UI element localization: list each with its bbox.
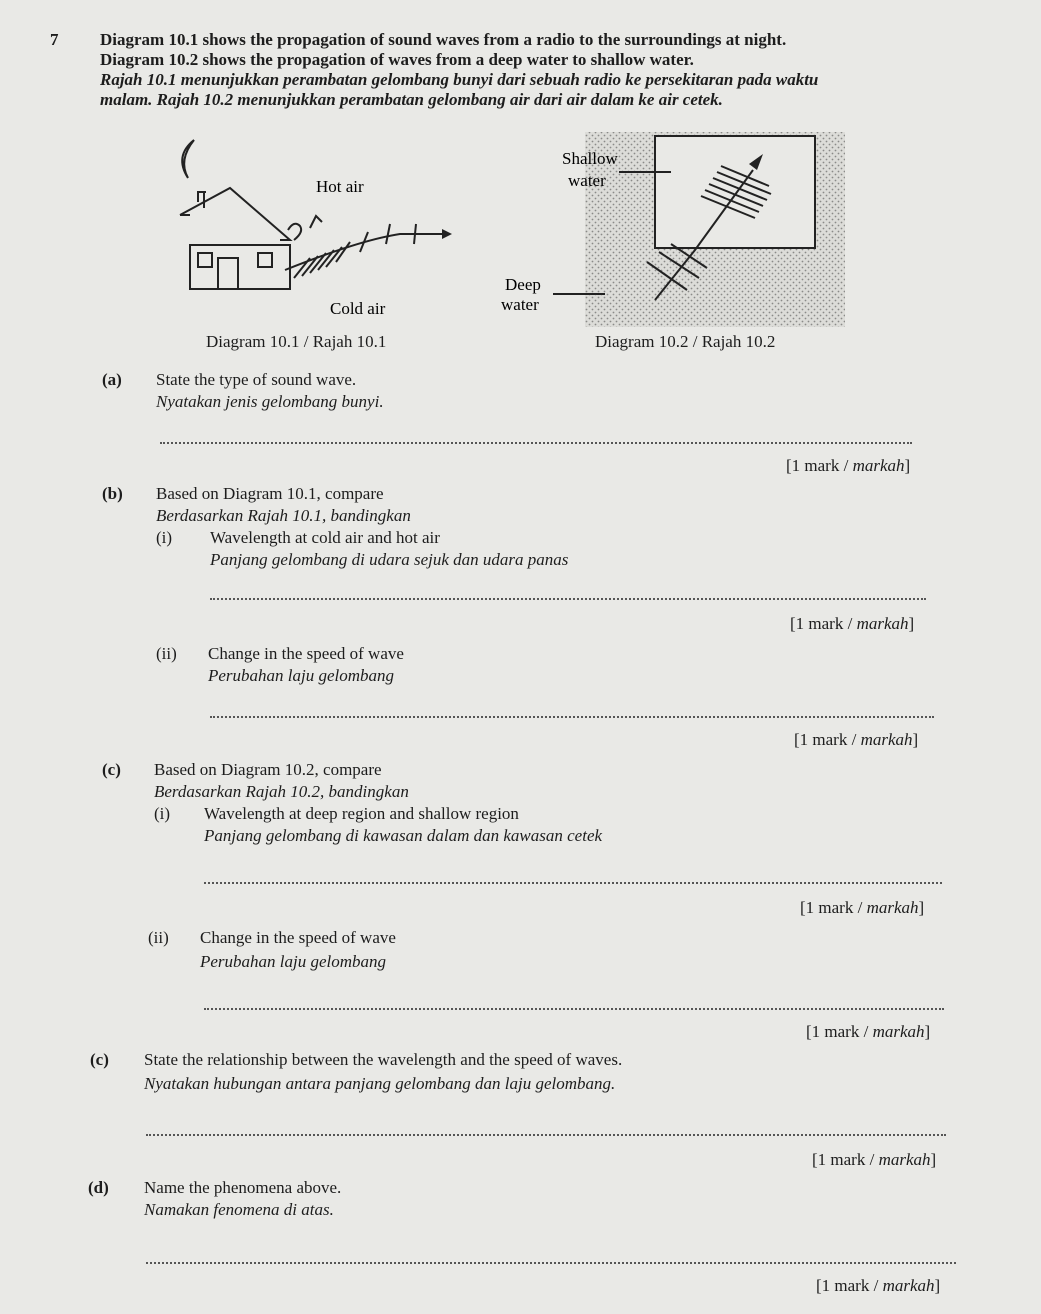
q-b-i-my: Panjang gelombang di udara sejuk dan udara panas	[210, 550, 569, 569]
house-icon	[180, 188, 290, 289]
q-c2-en: State the relationship between the wavelength and the speed of waves.	[144, 1050, 623, 1069]
q-d-my: Namakan fenomena di atas.	[144, 1200, 334, 1219]
intro-en-1: Diagram 10.1 shows the propagation of sound waves from a radio to the surroundings at night.	[100, 30, 787, 49]
q-c-en: Based on Diagram 10.2, compare	[154, 760, 382, 779]
q-c-my: Berdasarkan Rajah 10.2, bandingkan	[154, 782, 409, 801]
shallow-label-2: water	[568, 171, 606, 190]
answer-line-c-i[interactable]	[204, 882, 942, 884]
diagram-10-1	[160, 130, 480, 330]
deep-label-1: Deep	[505, 275, 541, 294]
q-a-en: State the type of sound wave.	[156, 370, 357, 389]
q-b-label: (b)	[102, 484, 123, 503]
q-c-ii-label: (ii)	[148, 928, 169, 947]
q-c-i-my: Panjang gelombang di kawasan dalam dan kawasan cetek	[204, 826, 603, 845]
arrow-head	[442, 229, 452, 239]
mark-c2: [1 mark / markah]	[812, 1150, 937, 1169]
mark-c-ii: [1 mark / markah]	[806, 1022, 931, 1041]
q-c-label: (c)	[102, 760, 121, 779]
q-b-i-label: (i)	[156, 528, 173, 547]
mark-b-ii: [1 mark / markah]	[794, 730, 919, 749]
q-a-label: (a)	[102, 370, 122, 389]
q-c2-label: (c)	[90, 1050, 109, 1069]
hot-air-label: Hot air	[316, 177, 364, 196]
q-c-ii-my: Perubahan laju gelombang	[200, 952, 387, 971]
answer-line-a[interactable]	[160, 442, 912, 444]
mark-c-i: [1 mark / markah]	[800, 898, 925, 917]
diagram-10-1-caption: Diagram 10.1 / Rajah 10.1	[206, 332, 387, 351]
q-a-my: Nyatakan jenis gelombang bunyi.	[156, 392, 384, 411]
shallow-label-1: Shallow	[562, 149, 618, 168]
moon-icon	[182, 140, 194, 178]
answer-line-c-ii[interactable]	[204, 1008, 944, 1010]
mark-b-i: [1 mark / markah]	[790, 614, 915, 633]
wavefronts	[294, 224, 416, 278]
answer-line-b-ii[interactable]	[210, 716, 934, 718]
q-b-i-en: Wavelength at cold air and hot air	[210, 528, 440, 547]
deep-label-2: water	[501, 295, 539, 314]
answer-line-c2[interactable]	[146, 1134, 946, 1136]
q-d-label: (d)	[88, 1178, 109, 1197]
music-note-icon	[288, 216, 322, 240]
sound-wave-path	[285, 234, 450, 270]
cold-air-label: Cold air	[330, 299, 386, 318]
q-c2-my: Nyatakan hubungan antara panjang gelombang dan laju gelombang.	[144, 1074, 616, 1093]
intro-my-1: Rajah 10.1 menunjukkan perambatan gelombang bunyi dari sebuah radio ke persekitaran pada waktu	[100, 70, 819, 89]
q-c-ii-en: Change in the speed of wave	[200, 928, 396, 947]
q-b-ii-en: Change in the speed of wave	[208, 644, 404, 663]
q-c-i-en: Wavelength at deep region and shallow region	[204, 804, 519, 823]
q-b-ii-my: Perubahan laju gelombang	[208, 666, 395, 685]
question-number: 7	[50, 30, 59, 49]
q-d-en: Name the phenomena above.	[144, 1178, 342, 1197]
q-b-ii-label: (ii)	[156, 644, 177, 663]
intro-en-2: Diagram 10.2 shows the propagation of waves from a deep water to shallow water.	[100, 50, 694, 69]
q-c-i-label: (i)	[154, 804, 171, 823]
shallow-water-region	[655, 136, 815, 248]
answer-line-b-i[interactable]	[210, 598, 926, 600]
mark-a: [1 mark / markah]	[786, 456, 911, 475]
intro-my-2: malam. Rajah 10.2 menunjukkan perambatan gelombang air dari air dalam ke air cetek.	[100, 90, 723, 109]
q-b-my: Berdasarkan Rajah 10.1, bandingkan	[156, 506, 411, 525]
diagram-10-2	[495, 128, 850, 333]
q-b-en: Based on Diagram 10.1, compare	[156, 484, 384, 503]
mark-d: [1 mark / markah]	[816, 1276, 941, 1295]
answer-line-d[interactable]	[146, 1262, 956, 1264]
diagram-10-2-caption: Diagram 10.2 / Rajah 10.2	[595, 332, 776, 351]
